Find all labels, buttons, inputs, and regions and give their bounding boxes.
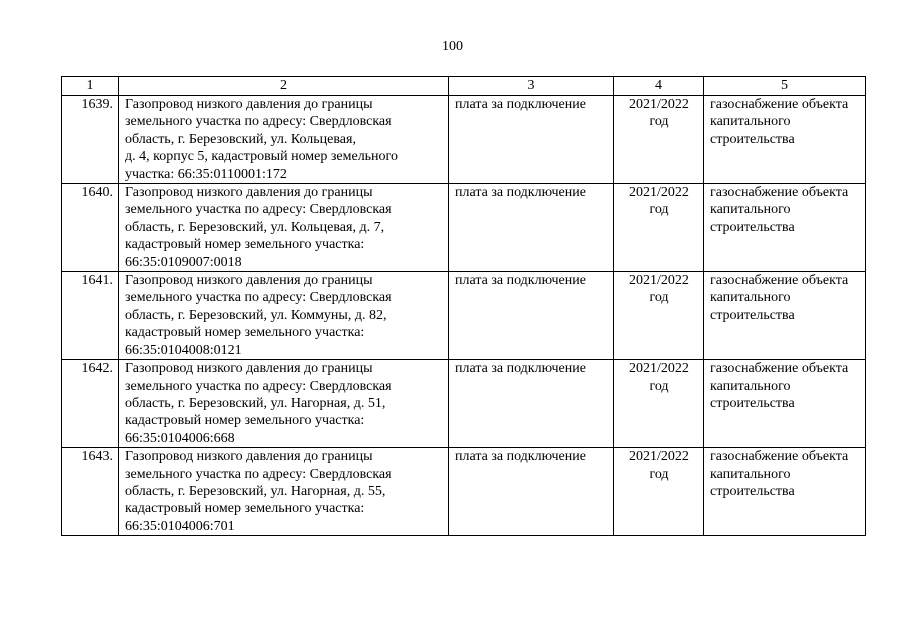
payment-type: плата за подключение (449, 184, 614, 272)
period (614, 96, 704, 184)
column-header-1: 1 (62, 77, 119, 96)
purpose (704, 360, 866, 448)
period-line: год (649, 290, 669, 306)
purpose (704, 96, 866, 184)
payment-type: плата за подключение (449, 96, 614, 184)
table-row (62, 184, 866, 272)
object-name-line: область, г. Березовский, ул. Нагорная, д. 55, (125, 483, 386, 499)
column-header-4: 4 (614, 77, 704, 96)
period-line: 2021/2022 (629, 449, 689, 465)
purpose-line: капитального (710, 378, 791, 394)
purpose-line: капитального (710, 114, 791, 130)
object-name-line: область, г. Березовский, ул. Кольцевая, д. 7, (125, 219, 385, 235)
object-name-line: кадастровый номер земельного участка: (125, 501, 365, 517)
object-name (119, 184, 449, 272)
object-name-line: Газопровод низкого давления до границы (125, 273, 373, 289)
purpose-line: строительства (710, 219, 795, 235)
object-name (119, 272, 449, 360)
period (614, 184, 704, 272)
period (614, 360, 704, 448)
table-row (62, 448, 866, 536)
payment-type: плата за подключение (449, 448, 614, 536)
object-name-line: земельного участка по адресу: Свердловская (125, 378, 392, 394)
object-name-line: область, г. Березовский, ул. Коммуны, д. 82, (125, 307, 387, 323)
object-name-line: область, г. Березовский, ул. Кольцевая, (125, 131, 356, 147)
object-name-line: 66:35:0109007:0018 (125, 254, 242, 270)
purpose-line: газоснабжение объекта (710, 185, 849, 201)
object-name-line: участка: 66:35:0110001:172 (125, 166, 287, 182)
period-line: 2021/2022 (629, 361, 689, 377)
row-number: 1643. (62, 448, 119, 536)
table-header-row (62, 77, 866, 96)
object-name-line: 66:35:0104006:668 (125, 430, 235, 446)
column-header-2: 2 (119, 77, 449, 96)
payment-type: плата за подключение (449, 360, 614, 448)
row-number: 1639. (62, 96, 119, 184)
period-line: год (649, 202, 669, 218)
object-name-line: Газопровод низкого давления до границы (125, 361, 373, 377)
object-name-line: кадастровый номер земельного участка: (125, 237, 365, 253)
column-header-3: 3 (449, 77, 614, 96)
object-name-line: 66:35:0104006:701 (125, 518, 235, 534)
purpose-line: газоснабжение объекта (710, 273, 849, 289)
object-name-line: д. 4, корпус 5, кадастровый номер земельного (125, 149, 398, 165)
purpose (704, 272, 866, 360)
object-name-line: земельного участка по адресу: Свердловская (125, 290, 392, 306)
column-header-5: 5 (704, 77, 866, 96)
object-name-line: Газопровод низкого давления до границы (125, 185, 373, 201)
object-name (119, 96, 449, 184)
purpose-line: строительства (710, 395, 795, 411)
object-name-line: земельного участка по адресу: Свердловская (125, 466, 392, 482)
purpose-line: газоснабжение объекта (710, 97, 849, 112)
period-line: 2021/2022 (629, 97, 689, 112)
table-row (62, 96, 866, 184)
purpose-line: строительства (710, 131, 795, 147)
row-number: 1640. (62, 184, 119, 272)
object-name (119, 360, 449, 448)
period (614, 272, 704, 360)
object-name-line: земельного участка по адресу: Свердловская (125, 114, 392, 130)
table-body (62, 96, 866, 536)
page-number: 100 (442, 39, 463, 54)
payment-type: плата за подключение (449, 272, 614, 360)
purpose-line: капитального (710, 466, 791, 482)
purpose (704, 184, 866, 272)
period (614, 448, 704, 536)
purpose-line: газоснабжение объекта (710, 449, 849, 465)
table-row (62, 360, 866, 448)
purpose-line: капитального (710, 290, 791, 306)
table-row (62, 272, 866, 360)
purpose (704, 448, 866, 536)
purpose-line: строительства (710, 307, 795, 323)
period-line: год (649, 114, 669, 130)
object-name-line: Газопровод низкого давления до границы (125, 97, 373, 112)
object-name-line: область, г. Березовский, ул. Нагорная, д. 51, (125, 395, 386, 411)
row-number: 1642. (62, 360, 119, 448)
period-line: 2021/2022 (629, 185, 689, 201)
object-name (119, 448, 449, 536)
period-line: год (649, 466, 669, 482)
row-number: 1641. (62, 272, 119, 360)
object-name-line: кадастровый номер земельного участка: (125, 413, 365, 429)
object-name-line: земельного участка по адресу: Свердловская (125, 202, 392, 218)
purpose-line: капитального (710, 202, 791, 218)
object-name-line: 66:35:0104008:0121 (125, 342, 242, 358)
connection-table (61, 76, 866, 536)
purpose-line: газоснабжение объекта (710, 361, 849, 377)
period-line: 2021/2022 (629, 273, 689, 289)
purpose-line: строительства (710, 483, 795, 499)
period-line: год (649, 378, 669, 394)
object-name-line: Газопровод низкого давления до границы (125, 449, 373, 465)
object-name-line: кадастровый номер земельного участка: (125, 325, 365, 341)
